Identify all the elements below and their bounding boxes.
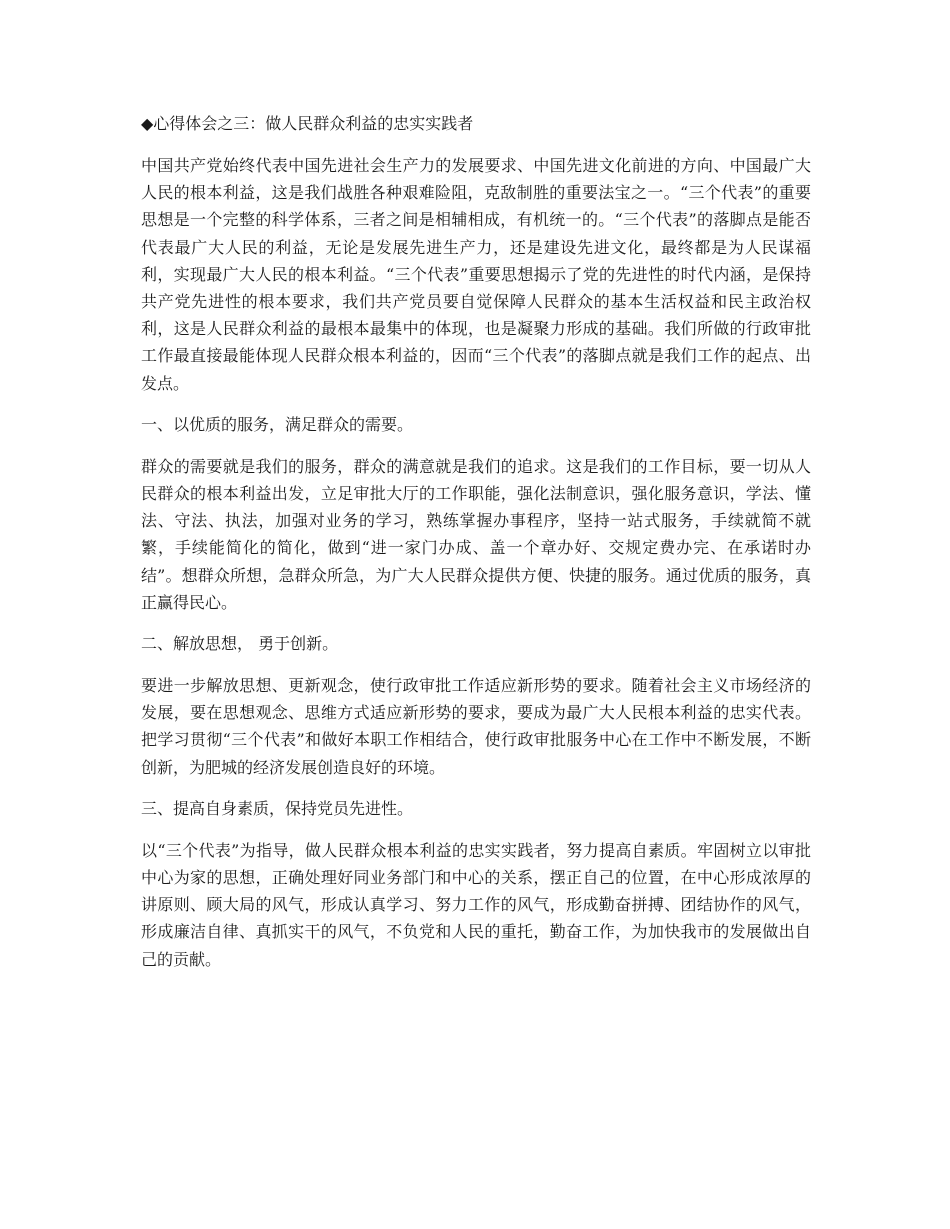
section-body-3: 以“三个代表”为指导，做人民群众根本利益的忠实实践者，努力提高自素质。牢固树立以审批中心为家的思想，正确处理好同业务部门和中心的关系，摆正自己的位置，在中心形成浓厚的讲原则、顾大局的风气，形成认真学习、努力工作的风气，形成勤奋拼搏、团结协作的风气，形成廉洁自律、真抓实干的风气，不负党和人民的重托，勤奋工作，为加快我市的发展做出自己的贡献。	[141, 840, 811, 969]
section-heading-2: 二、解放思想， 勇于创新。	[141, 634, 339, 654]
document-title: ◆心得体会之三：做人民群众利益的忠实实践者	[141, 114, 474, 133]
section-heading-1: 一、以优质的服务，满足群众的需要。	[141, 414, 414, 434]
intro-paragraph: 中国共产党始终代表中国先进社会生产力的发展要求、中国先进文化前进的方向、中国最广大人民的根本利益，这是我们战胜各种艰难险阻，克敌制胜的重要法宝之一。“三个代表”的重要思想是一个完整的科学体系，三者之间是相辅相成，有机统一的。“三个代表”的落脚点是能否代表最广大人民的利益，无论是发展先进生产力，还是建设先进文化，最终都是为人民谋福利，实现最广大人民的根本利益。“三个代表”重要思想揭示了党的先进性的时代内涵，是保持共产党先进性的根本要求，我们共产党员要自觉保障人民群众的基本生活权益和民主政治权利，这是人民群众利益的最根本最集中的体现，也是凝聚力形成的基础。我们所做的行政审批工作最直接最能体现人民群众根本利益的，因而“三个代表”的落脚点就是我们工作的起点、出发点。	[141, 156, 811, 393]
document-page	[141, 110, 811, 987]
section-body-2: 要进一步解放思想、更新观念，使行政审批工作适应新形势的要求。随着社会主义市场经济的发展，要在思想观念、思维方式适应新形势的要求，要成为最广大人民根本利益的忠实代表。把学习贯彻“三个代表”和做好本职工作相结合，使行政审批服务中心在工作中不断发展，不断创新，为肥城的经济发展创造良好的环境。	[141, 676, 811, 777]
section-body-1: 群众的需要就是我们的服务，群众的满意就是我们的追求。这是我们的工作目标，要一切从人民群众的根本利益出发，立足审批大厅的工作职能，强化法制意识，强化服务意识，学法、懂法、守法、执法，加强对业务的学习，熟练掌握办事程序，坚持一站式服务，手续就简不就繁，手续能简化的简化，做到“进一家门办成、盖一个章办好、交规定费办完、在承诺时办结”。想群众所想，急群众所急，为广大人民群众提供方便、快捷的服务。通过优质的服务，真正赢得民心。	[141, 456, 811, 612]
section-heading-3: 三、提高自身素质，保持党员先进性。	[141, 798, 414, 818]
